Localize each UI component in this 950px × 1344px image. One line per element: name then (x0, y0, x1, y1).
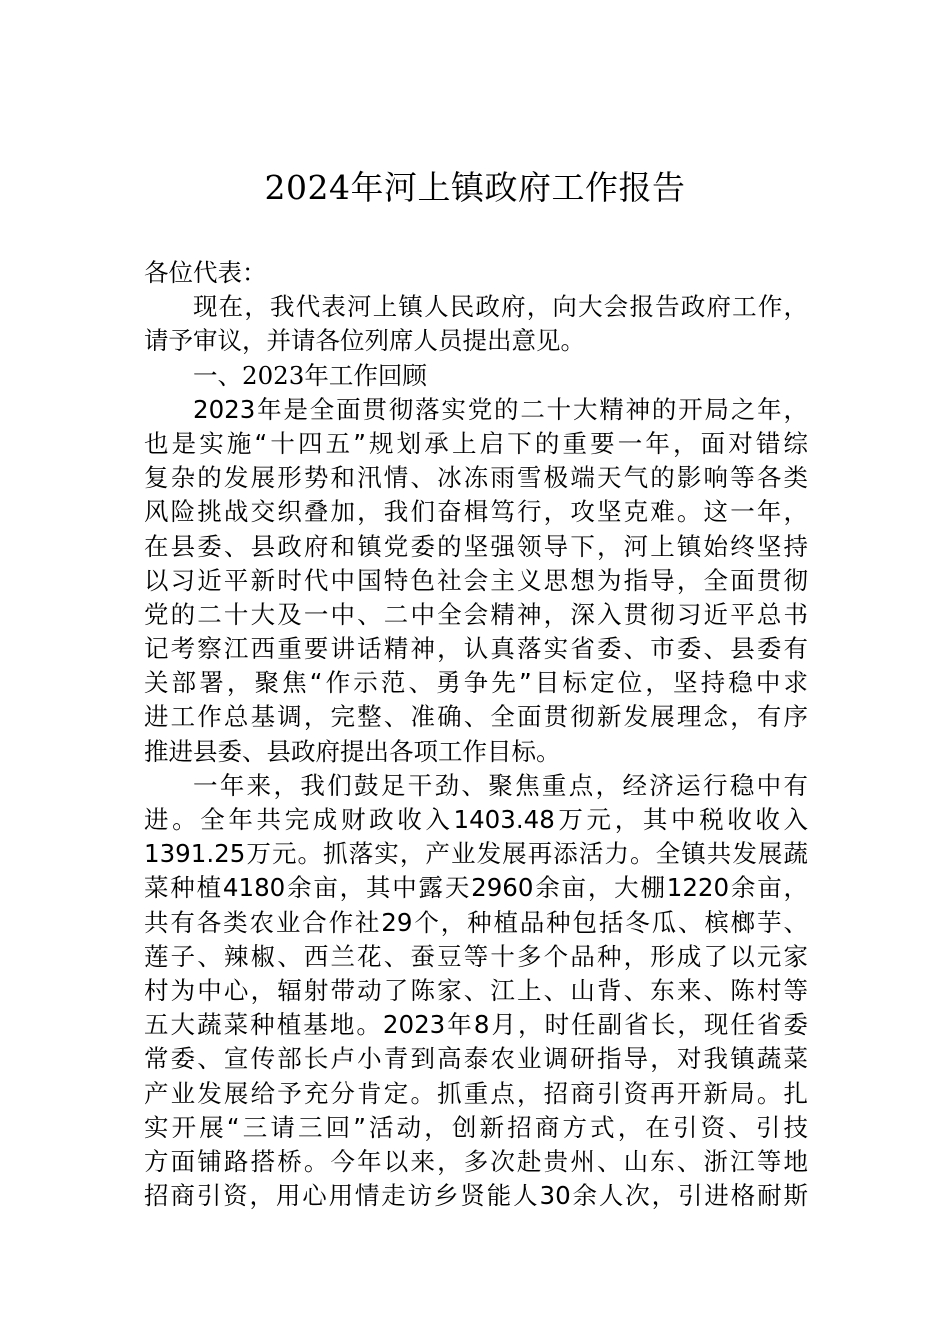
paragraph-line: 推进县委、县政府提出各项工作目标。 (144, 736, 561, 766)
section-heading: 一、2023年工作回顾 (193, 360, 427, 390)
paragraph-line: 在县委、县政府和镇党委的坚强领导下，河上镇始终坚持 (144, 531, 808, 561)
paragraph-line: 现在，我代表河上镇人民政府，向大会报告政府工作， (193, 292, 808, 322)
paragraph-line: 关部署，聚焦“作示范、勇争先”目标定位，坚持稳中求 (144, 668, 808, 698)
paragraph-line: 复杂的发展形势和汛情、冰冻雨雪极端天气的影响等各类 (144, 463, 808, 493)
paragraph-line: 请予审议，并请各位列席人员提出意见。 (144, 326, 585, 356)
paragraph-line: 进工作总基调，完整、准确、全面贯彻新发展理念，有序 (144, 702, 808, 732)
paragraph-line: 风险挑战交织叠加，我们奋楫笃行，攻坚克难。这一年， (144, 497, 808, 527)
paragraph-line: 进。全年共完成财政收入1403.48万元，其中税收收入 (144, 805, 808, 834)
document-body (144, 256, 808, 1213)
paragraph-line: 方面铺路搭桥。今年以来，多次赴贵州、山东、浙江等地 (144, 1146, 808, 1176)
paragraph-line: 实开展“三请三回”活动，创新招商方式，在引资、引技 (144, 1112, 808, 1142)
paragraph-line: 菜种植4180余亩，其中露天2960余亩，大棚1220余亩， (144, 873, 808, 903)
paragraph-line: 以习近平新时代中国特色社会主义思想为指导，全面贯彻 (144, 565, 808, 595)
paragraph-line: 1391.25万元。抓落实，产业发展再添活力。全镇共发展蔬 (144, 839, 808, 869)
paragraph-line: 党的二十大及一中、二中全会精神，深入贯彻习近平总书 (144, 599, 808, 629)
document-title: 2024年河上镇政府工作报告 (264, 168, 686, 207)
paragraph-line: 产业发展给予充分肯定。抓重点，招商引资再开新局。扎 (144, 1078, 808, 1108)
paragraph-line: 招商引资，用心用情走访乡贤能人30余人次，引进格耐斯 (144, 1181, 808, 1211)
paragraph-line: 莲子、辣椒、西兰花、蚕豆等十多个品种，形成了以元家 (144, 941, 808, 971)
paragraph-line: 一年来，我们鼓足干劲、聚焦重点，经济运行稳中有 (193, 770, 808, 800)
paragraph-line: 五大蔬菜种植基地。2023年8月，时任副省长，现任省委 (144, 1010, 808, 1040)
paragraph-line: 记考察江西重要讲话精神，认真落实省委、市委、县委有 (144, 634, 808, 664)
paragraph-line: 常委、宣传部长卢小青到高泰农业调研指导，对我镇蔬菜 (144, 1044, 808, 1074)
salutation-line: 各位代表： (144, 258, 267, 287)
paragraph-line: 2023年是全面贯彻落实党的二十大精神的开局之年， (193, 394, 808, 424)
paragraph-line: 也是实施“十四五”规划承上启下的重要一年，面对错综 (144, 428, 808, 458)
paragraph-line: 共有各类农业合作社29个，种植品种包括冬瓜、槟榔芋、 (144, 907, 808, 937)
paragraph-line: 村为中心，辐射带动了陈家、江上、山背、东来、陈村等 (144, 975, 808, 1005)
